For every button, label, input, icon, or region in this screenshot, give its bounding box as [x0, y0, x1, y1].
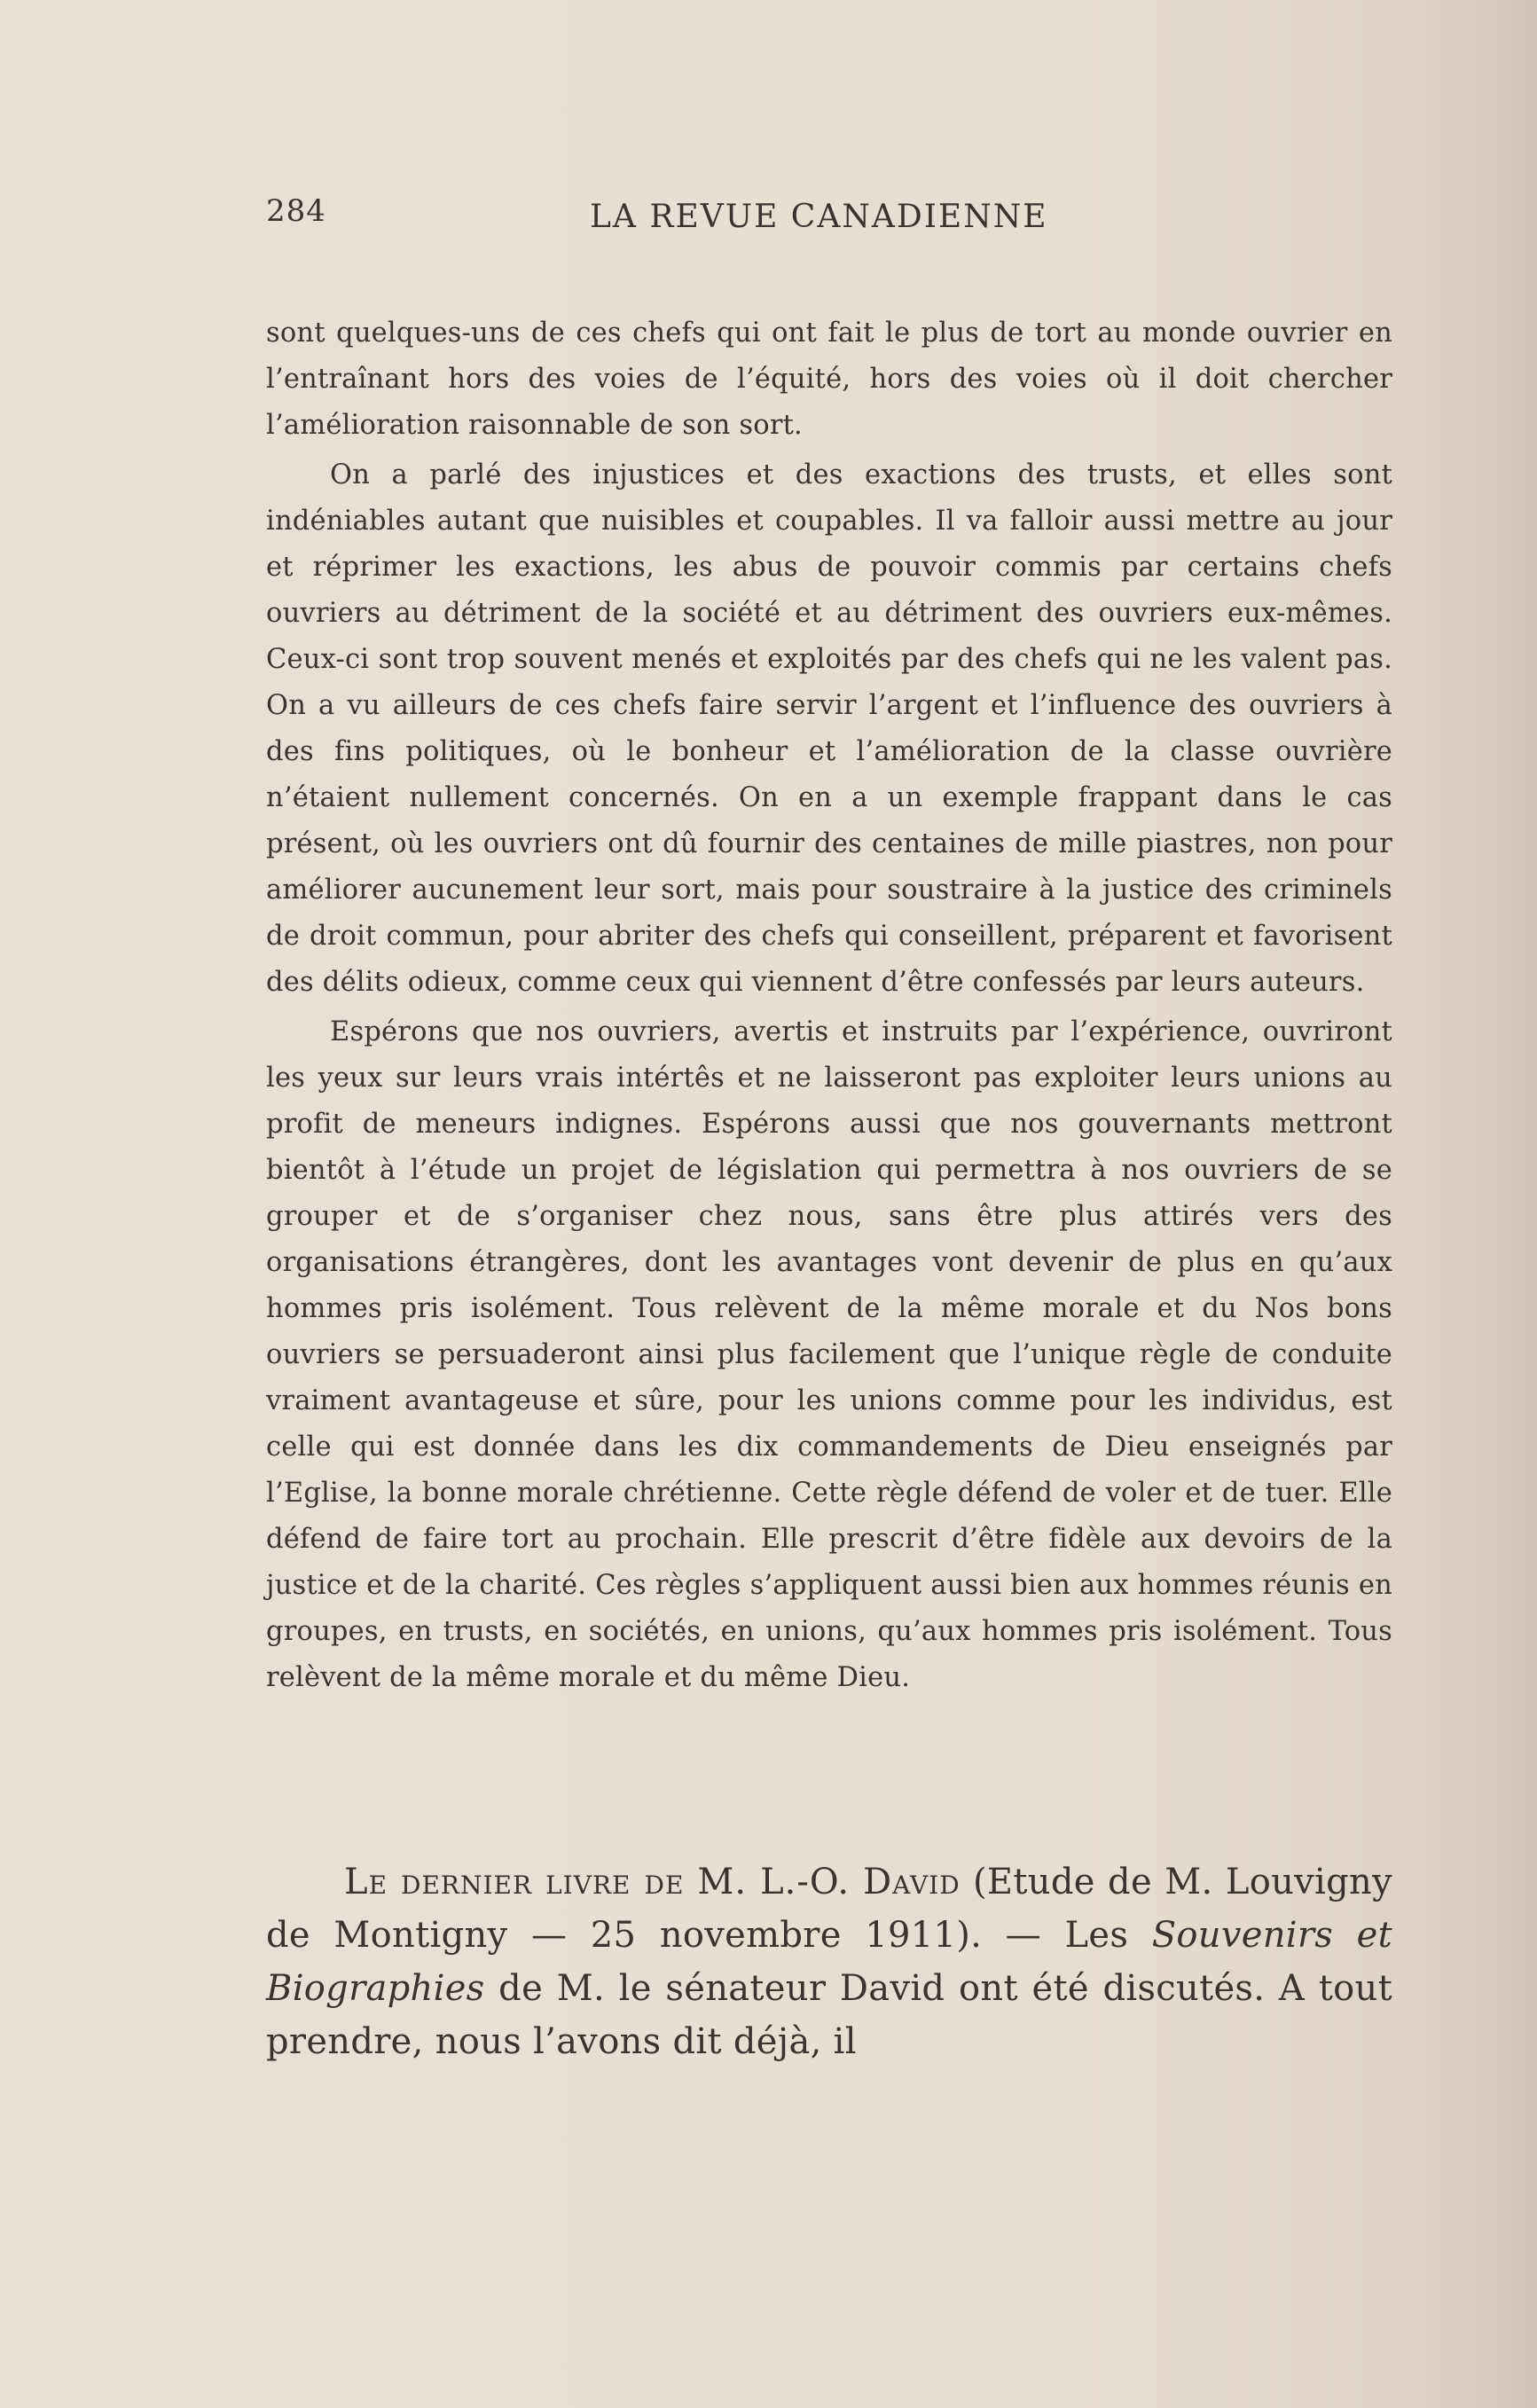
next-article	[266, 1855, 1392, 2068]
article-paragraph	[266, 1855, 1392, 2068]
page-number: 284	[266, 193, 326, 229]
article-heading: Le dernier livre de M. L.-O. David	[344, 1862, 961, 1902]
running-title: LA REVUE CANADIENNE	[590, 199, 1048, 235]
book-title: Souvenirs et Biographies	[266, 1915, 1392, 2009]
paragraph-3: Espérons que nos ouvriers, avertis et instruits par l’expérience, ouvriront les yeux sur leurs vrais intértês et ne laisseront pas exploiter leurs unions au profit de meneurs indignes. Espérons aussi que nos gouvernants mettront bientôt à l’étude un projet de législation qui permettra à nos ouvriers de se grouper et de s’organiser chez nous, sans être plus attirés vers des organisations étrangères, dont les avantages vont devenir de plus en qu’aux hommes pris isolément. Tous relèvent de la même morale et du Nos bons ouvriers se persuaderont ainsi plus facilement que l’unique règle de conduite vraiment avantageuse et sûre, pour les unions comme pour les individus, est celle qui est donnée dans les dix commandements de Dieu enseignés par l’Eglise, la bonne morale chrétienne. Cette règle défend de voler et de tuer. Elle défend de faire tort au prochain. Elle prescrit d’être fidèle aux devoirs de la justice et de la charité. Ces règles s’appliquent aussi bien aux hommes réunis en groupes, en trusts, en sociétés, en unions, qu’aux hommes pris isolément. Tous relèvent de la même morale et du même Dieu.	[266, 1016, 1392, 1693]
article-heading-rest: (Etude de M. Louvigny de Montigny — 25 novembre 1911). — Les	[266, 1862, 1392, 1956]
body-text	[266, 310, 1392, 1701]
paragraph-1: sont quelques-uns de ces chefs qui ont fait le plus de tort au monde ouvrier en l’entraînant hors des voies de l’équité, hors des voies où il doit chercher l’amélioration raisonnable de son sort.	[266, 318, 1392, 441]
page-header	[266, 193, 1091, 247]
article-text: de M. le sénateur David ont été discutés. A tout prendre, nous l’avons dit déjà, il	[266, 1968, 1392, 2062]
paragraph-2: On a parlé des injustices et des exactions des trusts, et elles sont indéniables autant que nuisibles et coupables. Il va falloir aussi mettre au jour et réprimer les exactions, les abus de pouvoir commis par certains chefs ouvriers au détriment de la société et au détriment des ouvriers eux-mêmes. Ceux-ci sont trop souvent menés et exploités par des chefs qui ne les valent pas. On a vu ailleurs de ces chefs faire servir l’argent et l’influence des ouvriers à des fins politiques, où le bonheur et l’amélioration de la classe ouvrière n’étaient nullement concernés. On en a un exemple frappant dans le cas présent, où les ouvriers ont dû fournir des centaines de mille piastres, non pour améliorer aucunement leur sort, mais pour soustraire à la justice des criminels de droit commun, pour abriter des chefs qui conseillent, préparent et favorisent des délits odieux, comme ceux qui viennent d’être confessés par leurs auteurs.	[266, 459, 1392, 998]
